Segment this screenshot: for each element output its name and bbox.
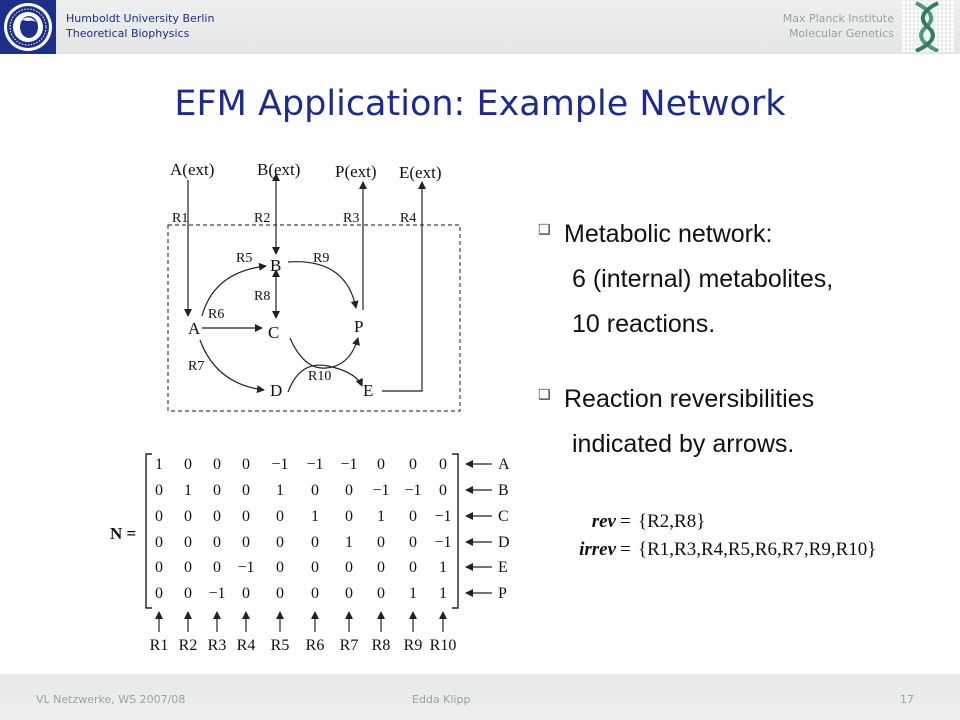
equals-sign: = xyxy=(620,539,631,560)
institute-name: Max Planck Institute xyxy=(782,12,894,25)
metabolite-a: A xyxy=(188,319,201,338)
external-b-label: B(ext) xyxy=(257,160,301,179)
network-diagram xyxy=(150,150,470,415)
reaction-r10-label: R10 xyxy=(308,369,332,384)
university-name: Humboldt University Berlin xyxy=(66,12,215,25)
matrix-col-label: R4 xyxy=(236,637,256,654)
matrix-cell: 0 xyxy=(155,482,163,499)
bullet-subline: indicated by arrows. xyxy=(572,430,795,458)
matrix-cell: −1 xyxy=(237,559,255,576)
matrix-cell: 0 xyxy=(155,508,163,525)
department-name: Theoretical Biophysics xyxy=(66,27,190,40)
matrix-cell: 0 xyxy=(242,508,250,525)
matrix-cell: 1 xyxy=(276,482,284,499)
matrix-cell: 0 xyxy=(311,585,319,602)
matrix-cell: 0 xyxy=(213,534,221,551)
reversibility-sets xyxy=(560,508,876,564)
reaction-r8-label: R8 xyxy=(254,289,271,304)
matrix-cell: 0 xyxy=(377,534,385,551)
reaction-r3-label: R3 xyxy=(343,211,360,226)
matrix-row-label: E xyxy=(498,559,508,576)
page-number: 17 xyxy=(900,693,914,706)
matrix-cell: 0 xyxy=(276,534,284,551)
bullet-list xyxy=(538,212,948,467)
matrix-cell: 0 xyxy=(276,585,284,602)
external-e-label: E(ext) xyxy=(399,163,442,182)
matrix-cell: 0 xyxy=(213,508,221,525)
matrix-cell: 0 xyxy=(213,559,221,576)
matrix-cell: −1 xyxy=(271,456,289,473)
metabolite-e: E xyxy=(363,381,374,400)
matrix-cell: 1 xyxy=(155,456,163,473)
matrix-cell: 0 xyxy=(311,534,319,551)
metabolite-d: D xyxy=(270,381,283,400)
matrix-row-label: B xyxy=(498,482,509,499)
matrix-cell: 0 xyxy=(409,534,417,551)
matrix-cell: 0 xyxy=(377,559,385,576)
matrix-cell: 0 xyxy=(276,508,284,525)
square-bullet-icon: ❑ xyxy=(538,222,551,238)
institute-affiliation xyxy=(783,11,894,41)
matrix-cell: −1 xyxy=(434,508,452,525)
matrix-col-label: R6 xyxy=(305,637,325,654)
rev-label: rev xyxy=(591,511,616,532)
matrix-cell: 0 xyxy=(409,559,417,576)
matrix-col-label: R9 xyxy=(403,637,423,654)
matrix-cell: 0 xyxy=(377,585,385,602)
matrix-cell: 0 xyxy=(439,482,447,499)
matrix-row-label: P xyxy=(498,585,507,602)
matrix-cell: 0 xyxy=(184,534,192,551)
author-label: Edda Klipp xyxy=(412,693,471,706)
matrix-cell: 0 xyxy=(213,456,221,473)
matrix-cell: 0 xyxy=(276,559,284,576)
metabolite-c: C xyxy=(268,323,280,342)
matrix-cell: 0 xyxy=(184,508,192,525)
square-bullet-icon: ❑ xyxy=(538,387,551,403)
rev-row xyxy=(560,508,876,536)
matrix-cell: −1 xyxy=(208,585,226,602)
matrix-cell: 0 xyxy=(242,456,250,473)
matrix-col-label: R8 xyxy=(371,637,391,654)
reaction-r2-label: R2 xyxy=(254,211,271,226)
bullet-subline: 6 (internal) metabolites, xyxy=(572,265,834,293)
slide-title: EFM Application: Example Network xyxy=(174,84,786,124)
matrix-cell: 0 xyxy=(439,456,447,473)
matrix-cell: 0 xyxy=(345,482,353,499)
irrev-value: {R1,R3,R4,R5,R6,R7,R9,R10} xyxy=(638,539,877,560)
matrix-cell: −1 xyxy=(404,482,422,499)
metabolite-b: B xyxy=(270,256,282,275)
matrix-cell: 0 xyxy=(345,559,353,576)
reaction-r5-label: R5 xyxy=(236,251,253,266)
matrix-cell: 0 xyxy=(184,559,192,576)
matrix-cell: 0 xyxy=(155,559,163,576)
matrix-cell: −1 xyxy=(306,456,324,473)
external-p-label: P(ext) xyxy=(335,162,377,181)
matrix-cell: 1 xyxy=(311,508,319,525)
stoichiometric-matrix xyxy=(100,448,530,658)
matrix-label: N = xyxy=(110,524,137,543)
equals-sign: = xyxy=(620,511,631,532)
matrix-cell: 0 xyxy=(184,585,192,602)
footer-bar xyxy=(0,674,960,720)
bullet-item xyxy=(538,212,948,257)
matrix-col-label: R5 xyxy=(270,637,290,654)
irrev-row xyxy=(560,536,876,564)
matrix-cell: −1 xyxy=(372,482,390,499)
reaction-r10-c-arrow xyxy=(290,338,358,368)
bullet-text: Metabolic network: xyxy=(564,220,773,248)
reaction-r7-label: R7 xyxy=(188,359,205,374)
matrix-cell: 0 xyxy=(409,456,417,473)
matrix-cell: 1 xyxy=(439,559,447,576)
matrix-col-label: R10 xyxy=(429,637,457,654)
metabolite-p: P xyxy=(354,317,364,336)
irrev-label: irrev xyxy=(579,539,616,560)
matrix-cell: 0 xyxy=(155,534,163,551)
matrix-cell: 1 xyxy=(377,508,385,525)
matrix-right-bracket xyxy=(452,454,458,608)
matrix-cell: 0 xyxy=(155,585,163,602)
bullet-text: Reaction reversibilities xyxy=(564,385,815,413)
reaction-r7-arrow xyxy=(200,340,264,390)
matrix-cell: 0 xyxy=(242,482,250,499)
bullet-item xyxy=(538,377,948,422)
max-planck-dna-logo xyxy=(902,1,954,52)
matrix-cell: −1 xyxy=(434,534,452,551)
matrix-cell: 1 xyxy=(409,585,417,602)
reaction-r9-arrow xyxy=(288,262,356,308)
course-label: VL Netzwerke, WS 2007/08 xyxy=(36,693,186,706)
matrix-row-label: D xyxy=(498,534,510,551)
matrix-cell: 0 xyxy=(311,559,319,576)
matrix-cell: 0 xyxy=(213,482,221,499)
rev-value: {R2,R8} xyxy=(638,511,706,532)
reaction-r4-label: R4 xyxy=(400,211,417,226)
matrix-cell: 0 xyxy=(409,508,417,525)
matrix-col-label: R1 xyxy=(149,637,169,654)
matrix-cell: 0 xyxy=(184,456,192,473)
institute-department: Molecular Genetics xyxy=(788,27,894,40)
matrix-cell: 1 xyxy=(439,585,447,602)
matrix-cell: 0 xyxy=(242,534,250,551)
header-bar xyxy=(0,0,960,54)
matrix-col-label: R3 xyxy=(207,637,227,654)
reaction-r9-label: R9 xyxy=(313,251,330,266)
matrix-col-label: R2 xyxy=(178,637,198,654)
matrix-cell: 0 xyxy=(345,508,353,525)
matrix-cell: 0 xyxy=(311,482,319,499)
matrix-row-label: C xyxy=(498,508,509,525)
matrix-left-bracket xyxy=(146,454,152,608)
matrix-row-label: A xyxy=(498,456,510,473)
matrix-cell: 1 xyxy=(345,534,353,551)
reaction-r1-label: R1 xyxy=(172,211,189,226)
matrix-cell: 0 xyxy=(242,585,250,602)
matrix-cell: 0 xyxy=(377,456,385,473)
humboldt-seal-logo xyxy=(0,0,56,54)
matrix-col-label: R7 xyxy=(339,637,359,654)
university-affiliation xyxy=(66,11,214,41)
matrix-cell: 0 xyxy=(345,585,353,602)
matrix-cell: −1 xyxy=(340,456,358,473)
matrix-cell: 1 xyxy=(184,482,192,499)
external-a-label: A(ext) xyxy=(170,160,215,179)
bullet-subline: 10 reactions. xyxy=(572,310,716,338)
reaction-r6-label: R6 xyxy=(208,307,225,322)
